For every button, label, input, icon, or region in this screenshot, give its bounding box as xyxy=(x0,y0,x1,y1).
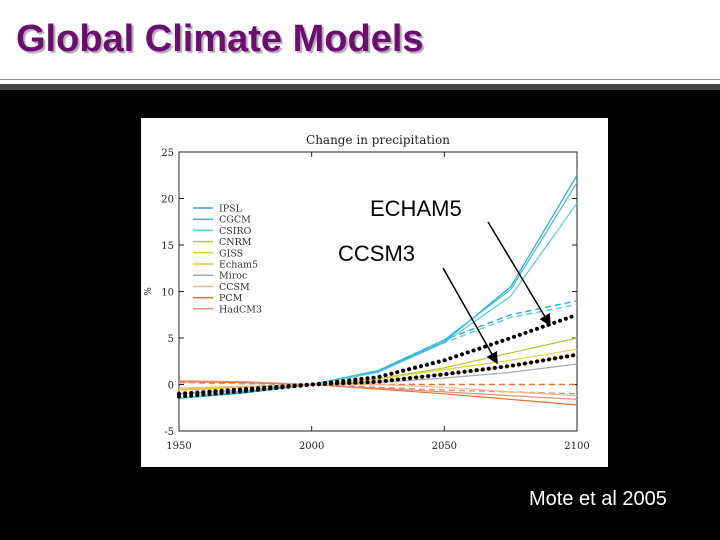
precipitation-chart xyxy=(141,118,608,467)
source-credit: Mote et al 2005 xyxy=(529,488,667,510)
legend-label: CCSM xyxy=(219,281,250,293)
legend-label: CGCM xyxy=(219,214,251,226)
legend-label: Miroc xyxy=(219,270,248,282)
y-tick-label: 5 xyxy=(167,334,174,345)
legend-label: IPSL xyxy=(219,203,242,215)
header-divider-thick xyxy=(0,84,720,90)
y-tick-label: 15 xyxy=(161,241,174,252)
y-tick-label: 25 xyxy=(161,148,174,159)
x-tick-label: 2100 xyxy=(564,441,590,452)
slide-header xyxy=(0,0,720,84)
y-axis-label: % xyxy=(144,287,154,296)
y-tick-label: 20 xyxy=(161,194,174,206)
echam5-callout: ECHAM5 xyxy=(370,196,462,221)
x-tick-label: 2000 xyxy=(298,441,325,452)
ccsm3-callout: CCSM3 xyxy=(338,241,416,266)
legend-label: Echam5 xyxy=(219,259,259,271)
x-tick-label: 2050 xyxy=(431,441,458,452)
y-tick-label: 10 xyxy=(161,287,174,299)
legend-label: GISS xyxy=(219,248,244,260)
slide-title: Global Climate Models xyxy=(16,18,424,60)
legend-label: CNRM xyxy=(219,237,252,249)
chart-title: Change in precipitation xyxy=(306,133,450,147)
header-divider-thin xyxy=(0,79,720,80)
legend-label: HadCM3 xyxy=(219,304,263,316)
y-tick-label: -5 xyxy=(164,427,174,438)
legend-label: PCM xyxy=(219,293,243,305)
y-tick-label: 0 xyxy=(167,380,174,392)
x-tick-label: 1950 xyxy=(166,441,192,452)
legend-label: CSIRO xyxy=(219,225,252,237)
precipitation-chart-panel xyxy=(141,118,608,467)
